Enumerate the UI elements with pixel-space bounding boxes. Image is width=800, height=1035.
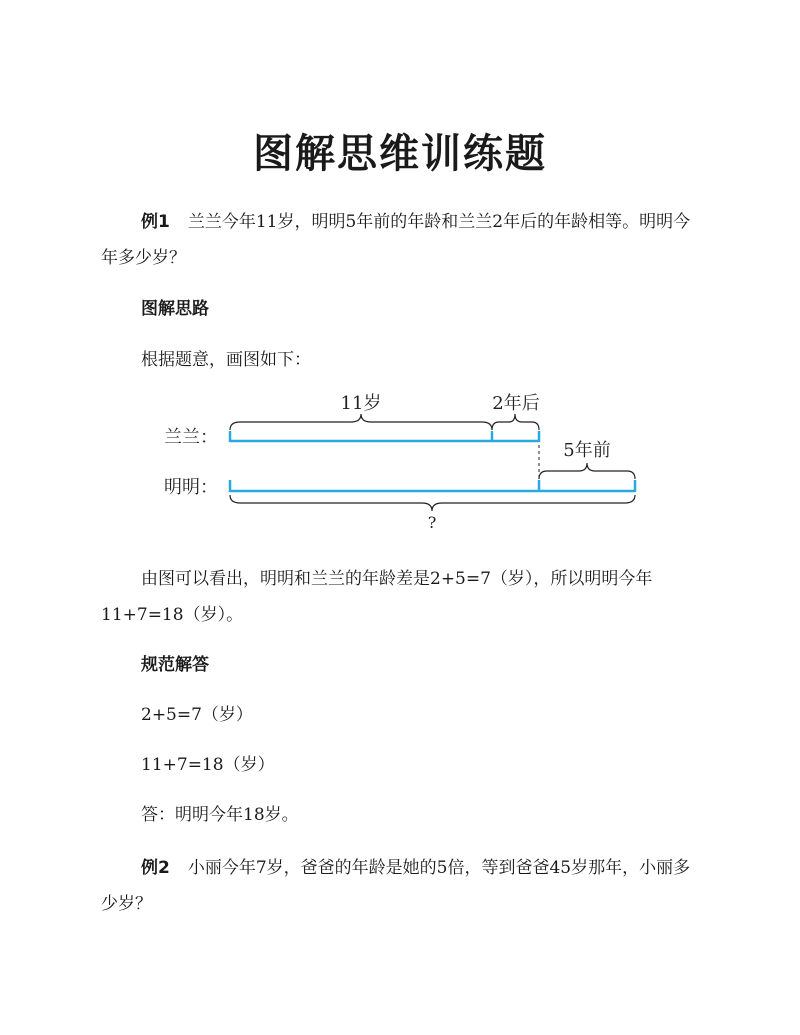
example1-paragraph: [101, 204, 701, 276]
brace-2-years-later: [492, 414, 539, 430]
example2-label: 例2: [141, 858, 170, 878]
row-label-lanlan: 兰兰：: [164, 427, 218, 448]
line-segment-diagram: [150, 385, 670, 535]
solution-step-1: 2+5=7（岁）: [141, 705, 253, 725]
brace-5-years-ago: [539, 463, 635, 479]
section-heading-standard-solution: 规范解答: [141, 655, 209, 675]
diagram-intro: 根据题意，画图如下：: [141, 350, 311, 370]
example1-label: 例1: [141, 212, 170, 232]
example2-paragraph: [101, 850, 701, 922]
brace-11-years: [230, 414, 492, 430]
brace-label-2-years-later: 2年后: [492, 393, 540, 414]
section-heading-diagram-approach: 图解思路: [141, 299, 209, 319]
solution-answer: 答：明明今年18岁。: [141, 805, 299, 825]
brace-label-11-years: 11岁: [340, 393, 382, 414]
example2-text: 小丽今年7岁，爸爸的年龄是她的5倍，等到爸爸45岁那年，小丽多少岁？: [101, 858, 691, 914]
solution-step-2: 11+7=18（岁）: [141, 755, 275, 775]
brace-label-5-years-ago: 5年前: [563, 440, 611, 461]
row-label-mingming: 明明：: [164, 477, 218, 498]
mingming-bar: [230, 480, 635, 492]
analysis-paragraph: 由图可以看出，明明和兰兰的年龄差是2+5=7（岁），所以明明今年11+7=18（岁）。: [101, 569, 653, 625]
page-title: 图解思维训练题: [253, 131, 547, 177]
example1-text: 兰兰今年11岁，明明5年前的年龄和兰兰2年后的年龄相等。明明今年多少岁？: [101, 212, 691, 268]
brace-label-unknown: ?: [427, 513, 437, 532]
brace-unknown-total: [230, 495, 635, 511]
lanlan-bar: [230, 431, 539, 442]
